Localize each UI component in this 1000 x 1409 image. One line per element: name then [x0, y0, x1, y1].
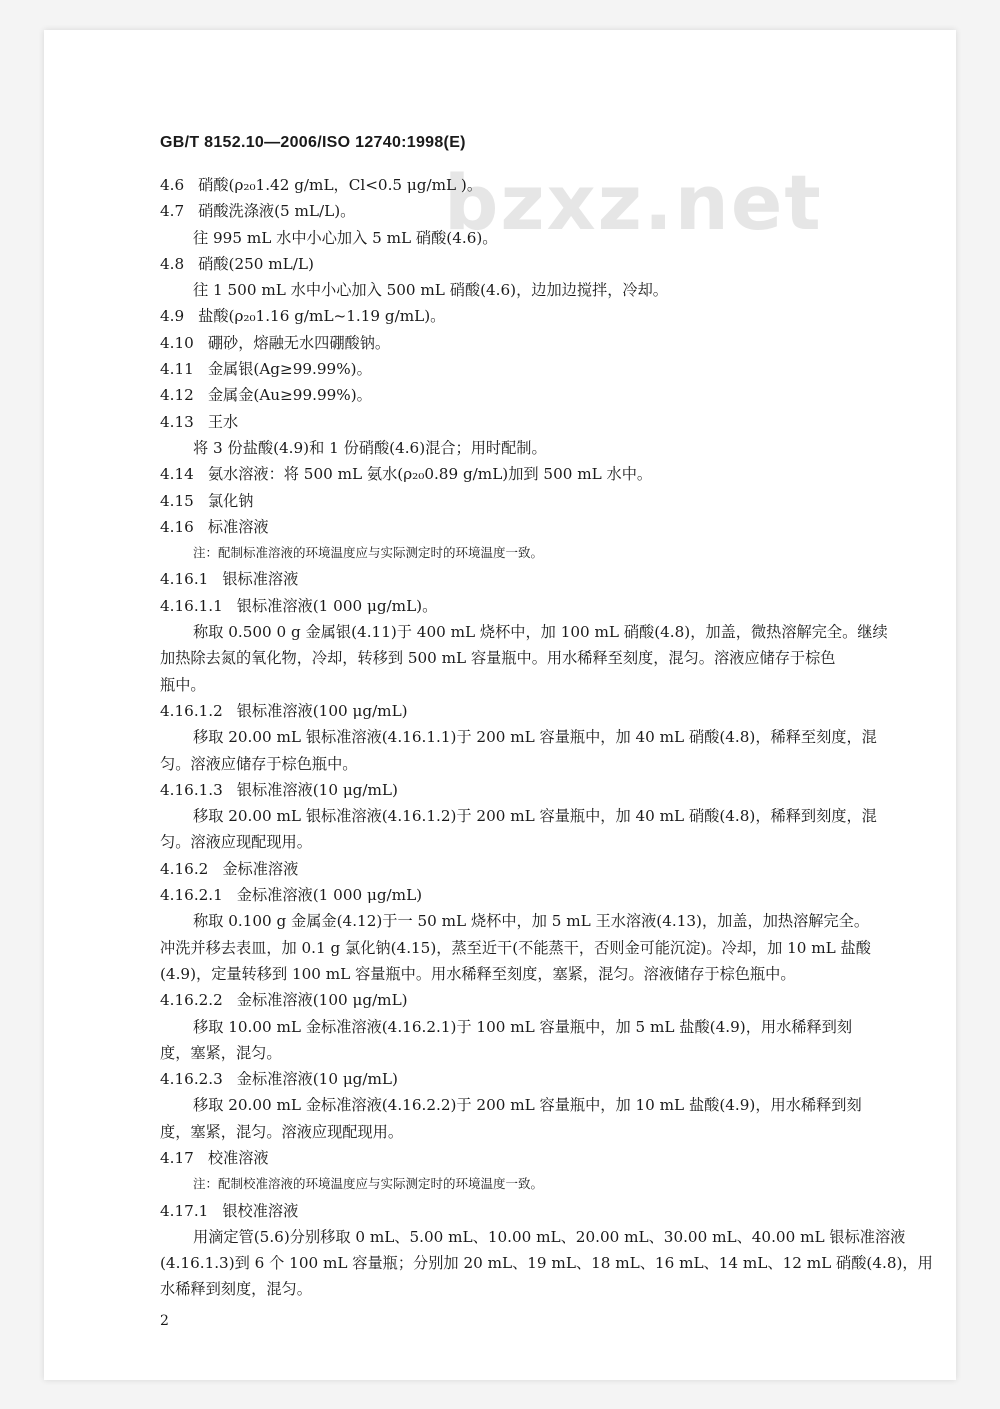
clause-number: 4.8 — [160, 254, 185, 273]
body-text-line: 移取 20.00 mL 金标准溶液(4.16.2.2)于 200 mL 容量瓶中，加 10 mL 盐酸(4.9)，用水稀释到刻 — [193, 1096, 862, 1115]
watermark: bzxz.net — [444, 158, 823, 247]
clause-heading — [160, 330, 940, 356]
clause-number: 4.16.2 — [160, 859, 209, 878]
clause-title: 硝酸洗涤液(5 mL/L)。 — [198, 202, 356, 221]
clause-heading — [160, 987, 940, 1013]
body-text-line: 水稀释到刻度，混匀。 — [160, 1280, 312, 1299]
clause-number: 4.16.1 — [160, 570, 209, 589]
body-text-line: 冲洗并移去表皿，加 0.1 g 氯化钠(4.15)，蒸至近干(不能蒸干，否则金可能沉淀)。冷却，加 10 mL 盐酸 — [160, 938, 871, 957]
body-text-line: 将 3 份盐酸(4.9)和 1 份硝酸(4.6)混合；用时配制。 — [193, 438, 547, 457]
clause-title: 银标准溶液(10 μg/mL) — [236, 780, 398, 799]
clause-number: 4.17.1 — [160, 1201, 209, 1220]
clause-heading — [160, 461, 940, 487]
document-body — [160, 172, 940, 1303]
body-text-line: 称取 0.100 g 金属金(4.12)于一 50 mL 烧杯中，加 5 mL 王水溶液(4.13)，加盖，加热溶解完全。 — [193, 912, 870, 931]
clause-title: 金标准溶液 — [222, 859, 299, 878]
clause-heading — [160, 593, 940, 619]
clause-title: 银校准溶液 — [222, 1201, 299, 1220]
clause-heading — [160, 251, 940, 277]
clause-number: 4.16.1.1 — [160, 596, 223, 615]
body-text-line: 匀。溶液应现配现用。 — [160, 833, 312, 852]
clause-number: 4.16.1.2 — [160, 701, 223, 720]
clause-heading — [160, 303, 940, 329]
clause-number: 4.15 — [160, 491, 194, 510]
page-number: 2 — [160, 1313, 169, 1329]
note-line: 注：配制校准溶液的环境温度应与实际测定时的环境温度一致。 — [193, 1176, 544, 1192]
body-text-line: 往 995 mL 水中小心加入 5 mL 硝酸(4.6)。 — [193, 228, 498, 247]
clause-title: 金属金(Au≥99.99%)。 — [207, 386, 372, 405]
clause-title: 氨水溶液：将 500 mL 氨水(ρ₂₀0.89 g/mL)加到 500 mL 水中。 — [207, 465, 653, 484]
clause-title: 硝酸(ρ₂₀1.42 g/mL，Cl<0.5 μg/mL )。 — [198, 176, 483, 194]
body-text-line: 称取 0.500 0 g 金属银(4.11)于 400 mL 烧杯中，加 100 mL 硝酸(4.8)，加盖，微热溶解完全。继续 — [193, 623, 888, 642]
clause-number: 4.12 — [160, 386, 194, 405]
clause-number: 4.7 — [160, 202, 185, 221]
standard-header: GB/T 8152.10—2006/ISO 12740:1998(E) — [160, 134, 466, 151]
body-text-line: 往 1 500 mL 水中小心加入 500 mL 硝酸(4.6)，边加边搅拌，冷却。 — [193, 281, 668, 300]
clause-title: 氯化钠 — [207, 491, 254, 510]
clause-heading — [160, 698, 940, 724]
clause-title: 金标准溶液(1 000 μg/mL) — [236, 886, 423, 905]
clause-heading — [160, 1145, 940, 1171]
clause-heading — [160, 382, 940, 408]
body-text-line: 移取 10.00 mL 金标准溶液(4.16.2.1)于 100 mL 容量瓶中，加 5 mL 盐酸(4.9)，用水稀释到刻 — [193, 1017, 853, 1036]
clause-heading — [160, 514, 940, 540]
clause-number: 4.16.1.3 — [160, 780, 223, 799]
clause-heading — [160, 1198, 940, 1224]
clause-heading — [160, 856, 940, 882]
clause-heading — [160, 198, 940, 224]
clause-title: 银标准溶液 — [222, 570, 299, 589]
clause-title: 硝酸(250 mL/L) — [198, 254, 314, 273]
clause-title: 王水 — [207, 412, 239, 431]
body-text-line: 度，塞紧，混匀。 — [160, 1043, 282, 1062]
clause-title: 金标准溶液(10 μg/mL) — [236, 1070, 398, 1089]
clause-heading — [160, 356, 940, 382]
clause-heading — [160, 172, 940, 198]
clause-heading — [160, 409, 940, 435]
clause-number: 4.16 — [160, 517, 194, 536]
document-page — [44, 30, 956, 1380]
clause-title: 银标准溶液(100 μg/mL) — [236, 701, 408, 720]
clause-title: 银标准溶液(1 000 μg/mL)。 — [236, 596, 438, 615]
clause-heading — [160, 777, 940, 803]
body-text-line: 加热除去氮的氧化物，冷却，转移到 500 mL 容量瓶中。用水稀释至刻度，混匀。溶液应储存于棕色 — [160, 649, 836, 668]
clause-title: 金标准溶液(100 μg/mL) — [236, 991, 408, 1010]
clause-number: 4.17 — [160, 1148, 194, 1167]
body-text-line: 用滴定管(5.6)分别移取 0 mL、5.00 mL、10.00 mL、20.00 mL、30.00 mL、40.00 mL 银标准溶液 — [193, 1227, 906, 1246]
clause-number: 4.13 — [160, 412, 194, 431]
body-text-line: (4.16.1.3)到 6 个 100 mL 容量瓶；分别加 20 mL、19 mL、18 mL、16 mL、14 mL、12 mL 硝酸(4.8)，用 — [160, 1254, 933, 1273]
clause-title: 标准溶液 — [207, 517, 269, 536]
clause-number: 4.10 — [160, 333, 194, 352]
body-text-line: 移取 20.00 mL 银标准溶液(4.16.1.1)于 200 mL 容量瓶中，加 40 mL 硝酸(4.8)，稀释至刻度，混 — [193, 728, 877, 747]
body-text-line: 瓶中。 — [160, 675, 206, 694]
clause-title: 硼砂，熔融无水四硼酸钠。 — [207, 333, 391, 352]
clause-number: 4.16.2.1 — [160, 886, 223, 905]
clause-heading — [160, 566, 940, 592]
clause-title: 金属银(Ag≥99.99%)。 — [207, 360, 372, 379]
clause-number: 4.6 — [160, 176, 185, 194]
clause-number: 4.16.2.2 — [160, 991, 223, 1010]
note-line: 注：配制标准溶液的环境温度应与实际测定时的环境温度一致。 — [193, 545, 544, 561]
clause-heading — [160, 1066, 940, 1092]
clause-number: 4.9 — [160, 307, 185, 326]
clause-number: 4.14 — [160, 465, 194, 484]
clause-title: 盐酸(ρ₂₀1.16 g/mL~1.19 g/mL)。 — [198, 307, 446, 326]
clause-heading — [160, 488, 940, 514]
body-text-line: (4.9)，定量转移到 100 mL 容量瓶中。用水稀释至刻度，塞紧，混匀。溶液储存于棕色瓶中。 — [160, 964, 796, 983]
clause-number: 4.16.2.3 — [160, 1070, 223, 1089]
body-text-line: 移取 20.00 mL 银标准溶液(4.16.1.2)于 200 mL 容量瓶中，加 40 mL 硝酸(4.8)，稀释到刻度，混 — [193, 807, 877, 826]
clause-number: 4.11 — [160, 360, 194, 379]
body-text-line: 度，塞紧，混匀。溶液应现配现用。 — [160, 1122, 403, 1141]
body-text-line: 匀。溶液应储存于棕色瓶中。 — [160, 754, 358, 773]
clause-heading — [160, 882, 940, 908]
clause-title: 校准溶液 — [207, 1148, 269, 1167]
